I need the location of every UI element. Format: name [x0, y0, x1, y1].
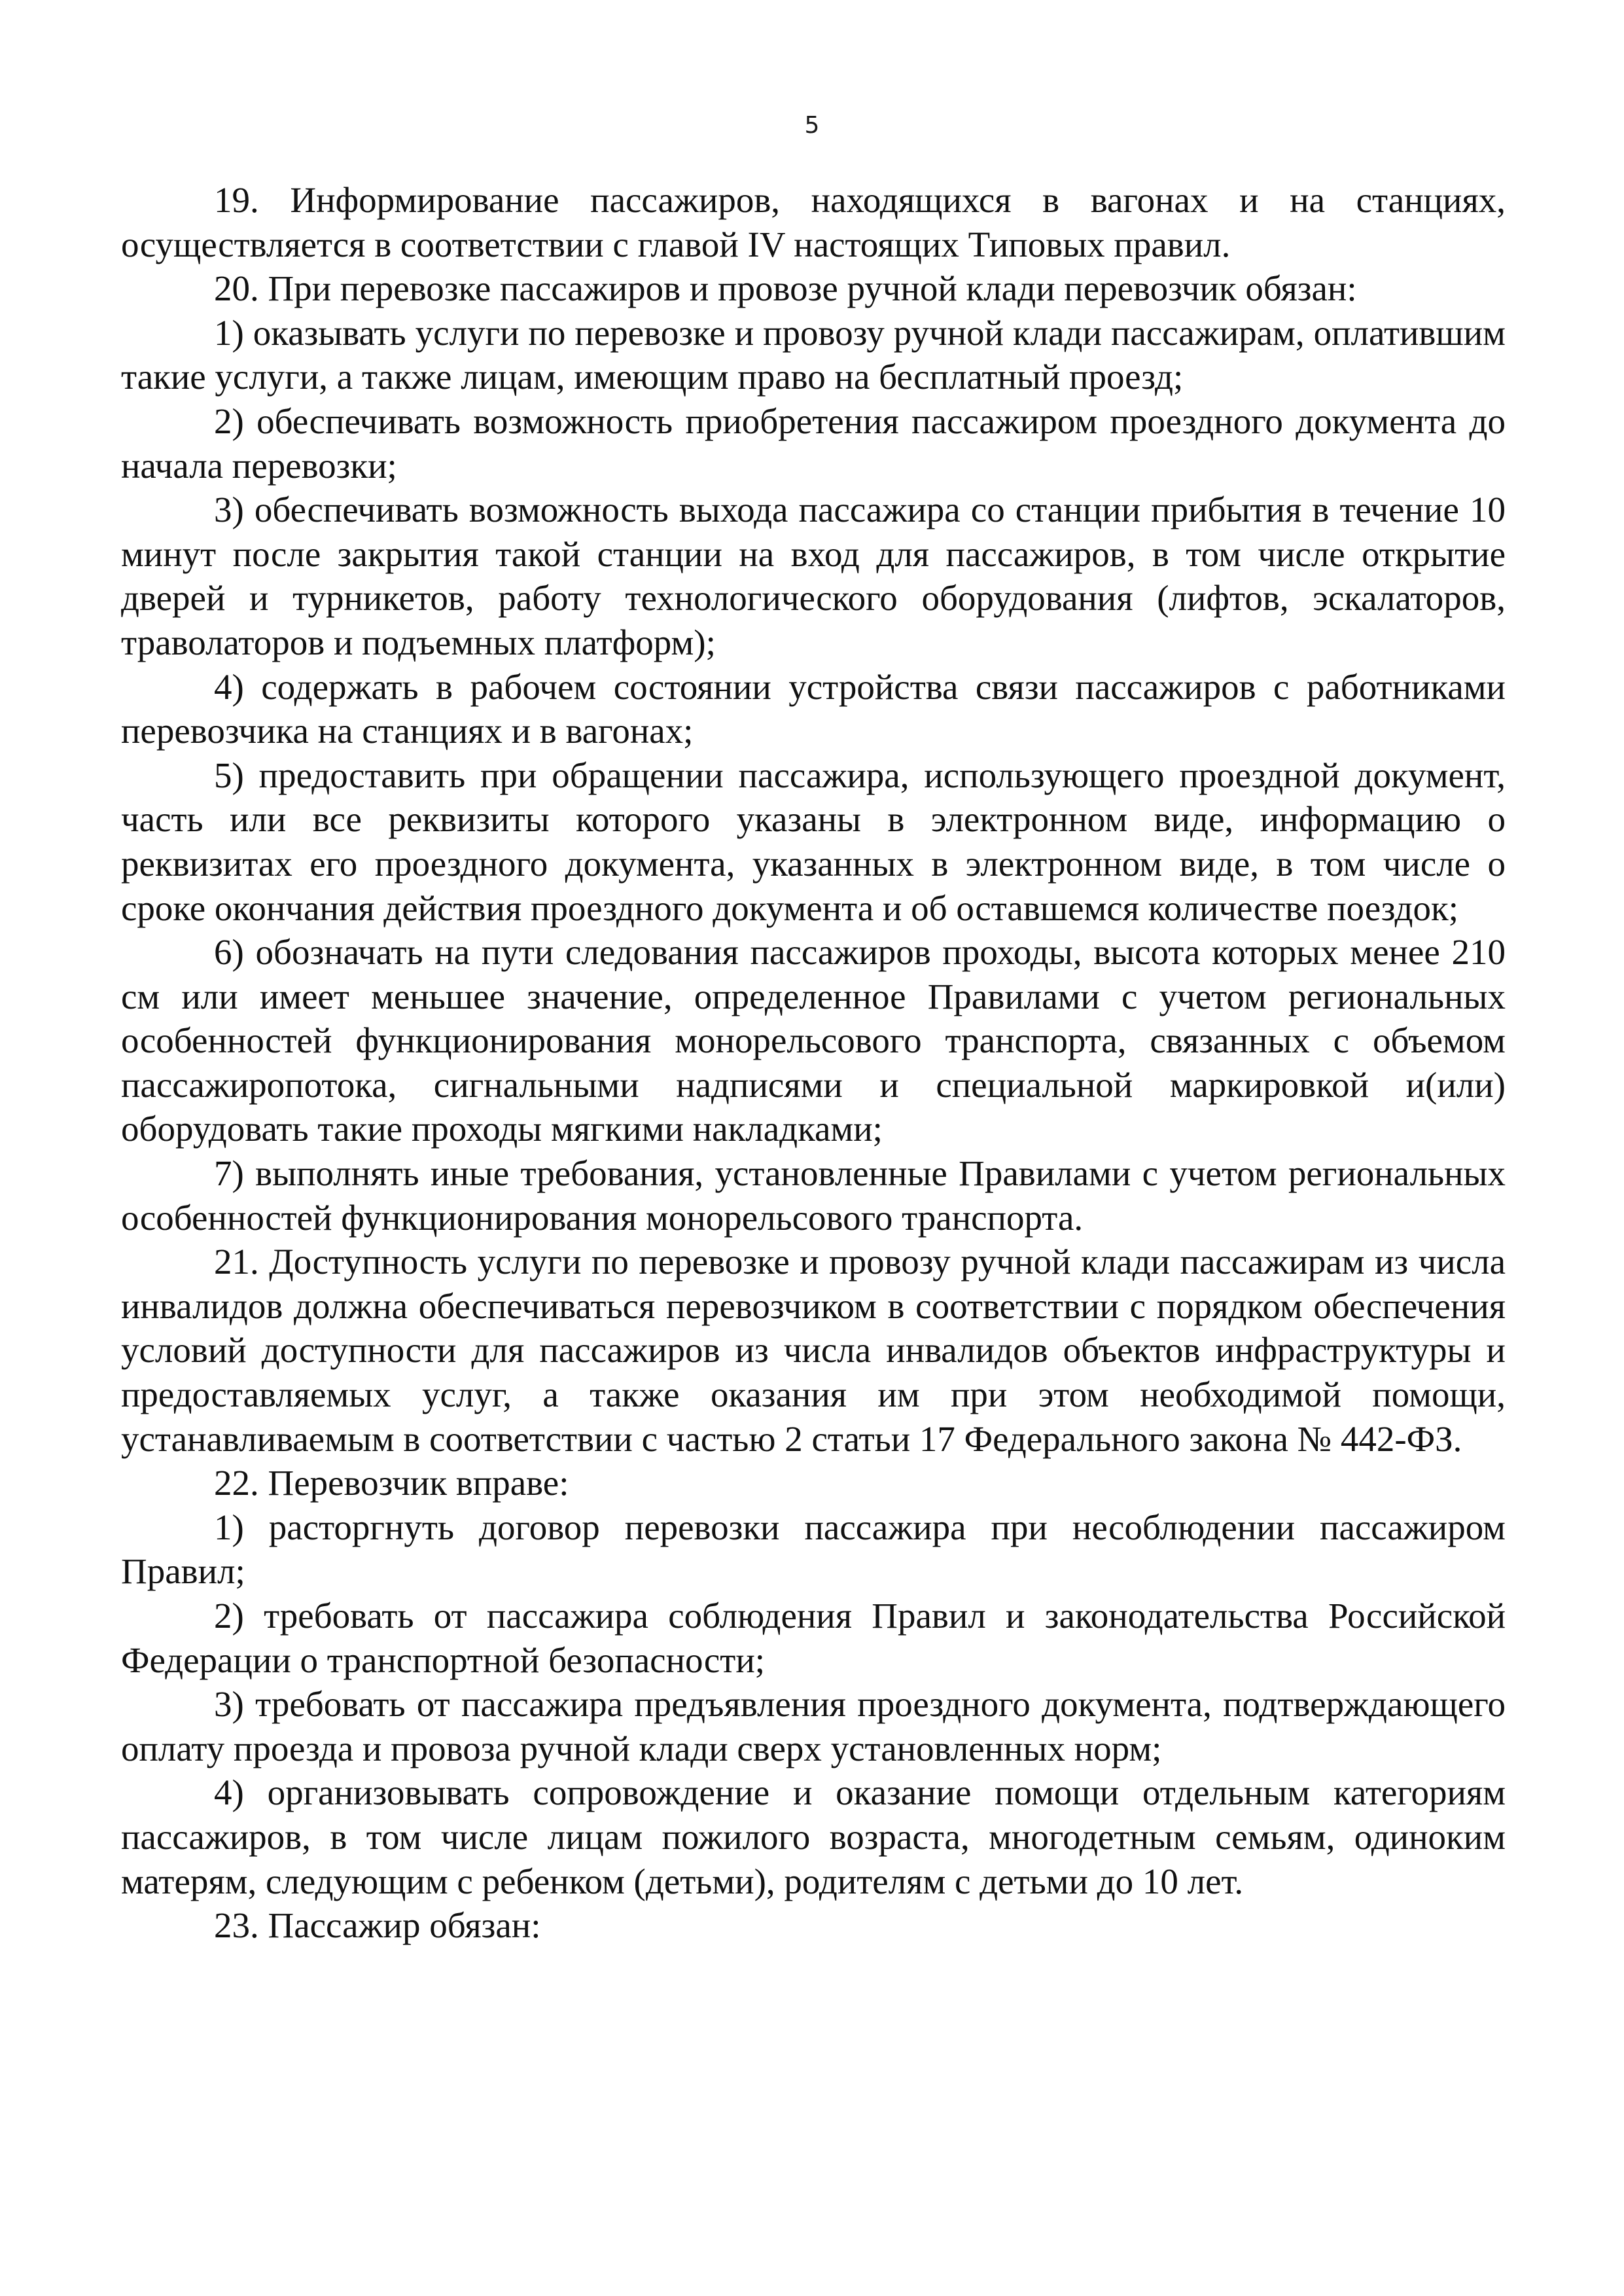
- paragraph-22-item-4: 4) организовывать сопровождение и оказание помощи отдельным категориям пассажиров, в том числе лицам пожилого возраста, многодетным семьям, одиноким матерям, следующим с ребенком (детьми), родителям с детьми до 10 лет.: [121, 1772, 1506, 1901]
- paragraph-22-item-2: 2) требовать от пассажира соблюдения Правил и законодательства Российской Федерации о транспортной безопасности;: [121, 1596, 1506, 1680]
- document-body: [121, 178, 1506, 1948]
- page-number: 5: [804, 112, 820, 139]
- paragraph-23: 23. Пассажир обязан:: [214, 1905, 541, 1946]
- paragraph-21: 21. Доступность услуги по перевозке и провозу ручной клади пассажирам из числа инвалидов должна обеспечиваться перевозчиком в соответствии с порядком обеспечения условий доступности для пассажиров из числа инвалидов объектов инфраструктуры и предоставляемых услуг, а также оказания им при этом необходимой помощи, устанавливаемым в соответствии с частью 2 статьи 17 Федерального закона № 442-ФЗ.: [121, 1242, 1506, 1459]
- paragraph-20-item-4: 4) содержать в рабочем состоянии устройства связи пассажиров с работниками перевозчика на станциях и в вагонах;: [121, 666, 1506, 751]
- paragraph-20: 20. При перевозке пассажиров и провозе ручной клади перевозчик обязан:: [214, 268, 1357, 309]
- paragraph-22: 22. Перевозчик вправе:: [214, 1463, 569, 1503]
- paragraph-20-item-5: 5) предоставить при обращении пассажира, использующего проездной документ, часть или все реквизиты которого указаны в электронном виде, информацию о реквизитах его проездного документа, указанных в электронном виде, в том числе о сроке окончания действия проездного документа и об оставшемся количестве поездок;: [121, 755, 1506, 928]
- paragraph-20-item-3: 3) обеспечивать возможность выхода пассажира со станции прибытия в течение 10 минут после закрытия такой станции на вход для пассажиров, в том числе открытие дверей и турникетов, работу технологического оборудования (лифтов, эскалаторов, траволаторов и подъемных платформ);: [121, 490, 1506, 662]
- paragraph-19: 19. Информирование пассажиров, находящихся в вагонах и на станциях, осуществляется в соответствии с главой IV настоящих Типовых правил.: [121, 180, 1506, 264]
- paragraph-20-item-6: 6) обозначать на пути следования пассажиров проходы, высота которых менее 210 см или имеет меньшее значение, определенное Правилами с учетом региональных особенностей функционирования монорельсового транспорта, связанных с объемом пассажиропотока, сигнальными надписями и специальной маркировкой и(или) оборудовать такие проходы мягкими накладками;: [121, 932, 1506, 1149]
- paragraph-20-item-2: 2) обеспечивать возможность приобретения пассажиром проездного документа до начала перевозки;: [121, 401, 1506, 486]
- paragraph-22-item-3: 3) требовать от пассажира предъявления проездного документа, подтверждающего оплату проезда и провоза ручной клади сверх установленных норм;: [121, 1684, 1506, 1768]
- paragraph-22-item-1: 1) расторгнуть договор перевозки пассажира при несоблюдении пассажиром Правил;: [121, 1507, 1506, 1592]
- paragraph-20-item-1: 1) оказывать услуги по перевозке и провозу ручной клади пассажирам, оплатившим такие услуги, а также лицам, имеющим право на бесплатный проезд;: [121, 312, 1506, 397]
- paragraph-20-item-7: 7) выполнять иные требования, установленные Правилами с учетом региональных особенностей функционирования монорельсового транспорта.: [121, 1153, 1506, 1238]
